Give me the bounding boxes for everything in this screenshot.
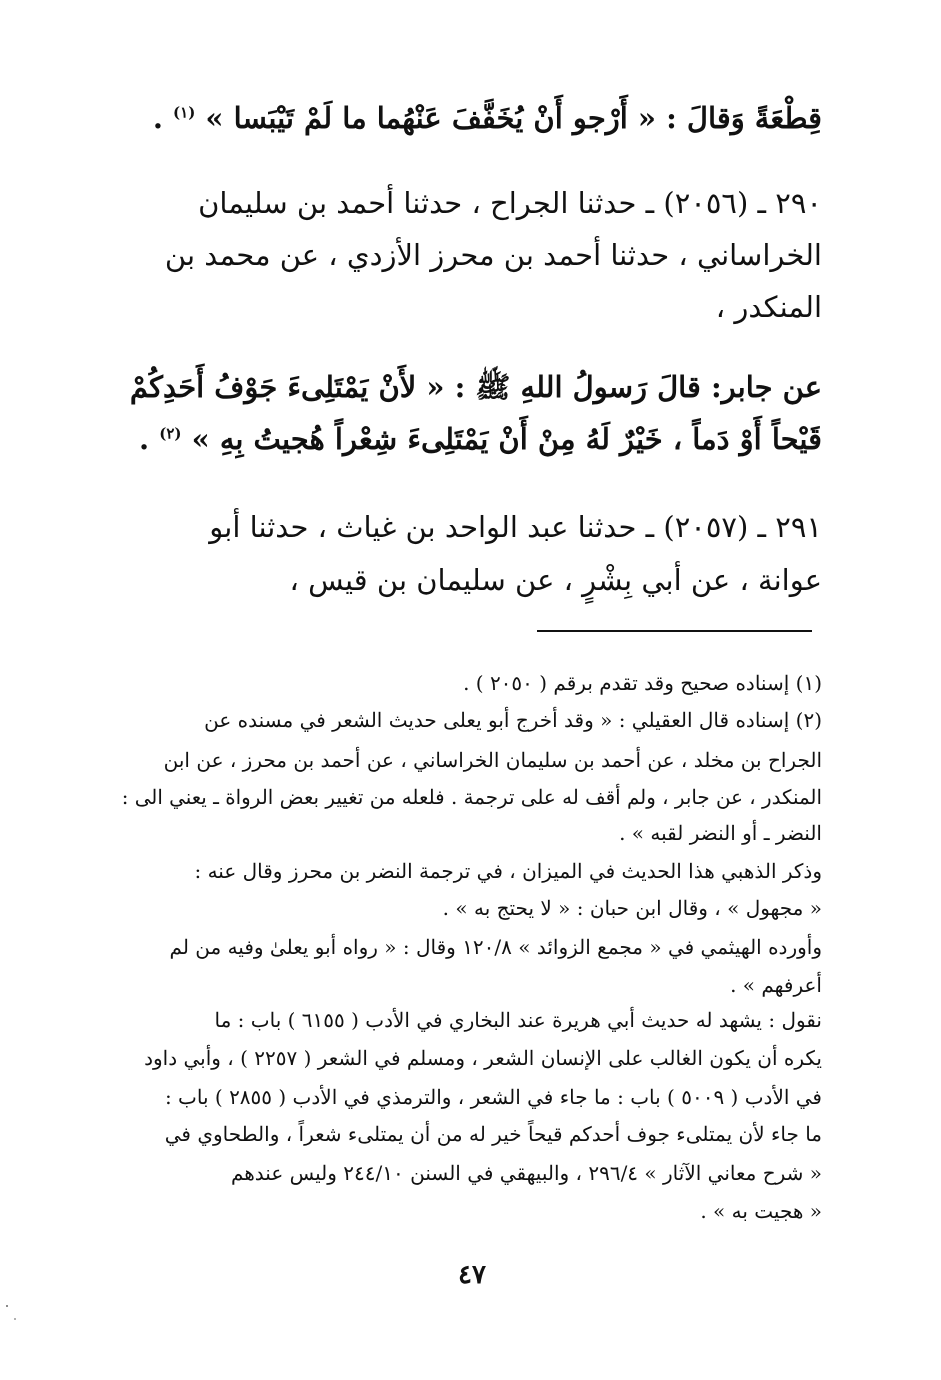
naqul-line-3	[122, 1082, 822, 1112]
naqul-text-1: نقول : يشهد له حديث أبي هريرة عند البخاري في الأدب ( ٦١٥٥ ) باب : ما	[214, 1008, 822, 1032]
book-page	[122, 0, 822, 1380]
hadith-290-line-2	[122, 235, 822, 275]
footnote-separator	[537, 630, 812, 632]
jabir-end: .	[139, 422, 160, 456]
naqul-text-4: ما جاء لأن يمتلىء جوف أحدكم قيحاً خير له من أن يمتلىء شعراً ، والطحاوي في	[164, 1122, 822, 1146]
hadith-290-text-1: ٢٩٠ ـ (٢٠٥٦) ـ حدثنا الجراح ، حدثنا أحمد بن سليمان	[198, 186, 822, 220]
footnote-ref-1: (١)	[173, 103, 196, 122]
footnote-2-text-2: الجراح بن مخلد ، عن أحمد بن سليمان الخراساني ، عن أحمد بن محرز ، عن ابن	[163, 748, 822, 772]
hadith-291-line-1	[122, 507, 822, 547]
dhahabi-line-1	[122, 856, 822, 886]
naqul-text-3: في الأدب ( ٥٠٠٩ ) باب : ما جاء في الشعر ، والترمذي في الأدب ( ٢٨٥٥ ) باب :	[164, 1085, 822, 1109]
footnote-ref-2: (٢)	[159, 424, 182, 443]
naqul-line-5	[122, 1158, 822, 1188]
dhahabi-text-1: وذكر الذهبي هذا الحديث في الميزان ، في ترجمة النضر بن محرز وقال عنه :	[194, 859, 822, 883]
hadith-291-text-2: عوانة ، عن أبي بِشْرٍ ، عن سليمان بن قيس ،	[289, 563, 822, 597]
continuation-end: .	[152, 101, 174, 135]
naqul-text-6: « هجيت به » .	[700, 1199, 822, 1223]
footnote-2-line-2	[122, 745, 822, 775]
jabir-line-1	[122, 367, 822, 407]
jabir-text-2: قَيْحاً أَوْ دَماً ، خَيْرٌ لَهُ مِنْ أَنْ يَمْتَلِىءَ شِعْراً هُجيتُ بِهِ »	[191, 422, 822, 456]
naqul-line-4	[122, 1119, 822, 1149]
haythami-text-2: أعرفهم » .	[730, 973, 822, 997]
hadith-290-line-1	[122, 183, 822, 223]
naqul-line-2	[122, 1043, 822, 1073]
hadith-290-line-3	[122, 287, 822, 327]
naqul-line-6	[122, 1196, 822, 1226]
scan-speck	[14, 1318, 16, 1320]
naqul-line-1	[122, 1005, 822, 1035]
jabir-text-1: عن جابر: قالَ رَسولُ اللهِ ﷺ : « لأَنْ يَمْتَلِىءَ جَوْفُ أَحَدِكُمْ	[129, 370, 822, 404]
scan-speck	[6, 1305, 8, 1307]
footnote-2-line-4	[122, 818, 822, 848]
dhahabi-text-2: « مجهول » ، وقال ابن حبان : « لا يحتج به » .	[442, 896, 822, 920]
page-number: ٤٧	[458, 1260, 486, 1290]
continuation-text: قِطْعَةً وَقالَ : « أَرْجو أَنْ يُخَفَّفَ عَنْهُما ما لَمْ تَيْبَسا »	[205, 101, 822, 135]
hadith-290-text-3: المنكدر ،	[715, 290, 822, 324]
haythami-text-1: وأورده الهيثمي في « مجمع الزوائد » ١٢٠/٨ وقال : « رواه أبو يعلىٰ وفيه من لم	[169, 935, 822, 959]
footnote-2-line-1	[122, 705, 822, 735]
footnote-2-text-1: (٢) إسناده قال العقيلي : « وقد أخرج أبو يعلى حديث الشعر في مسنده عن	[204, 708, 822, 732]
footnote-1-text: (١) إسناده صحيح وقد تقدم برقم ( ٢٠٥٠ ) .	[463, 671, 822, 695]
hadith-290-text-2: الخراساني ، حدثنا أحمد بن محرز الأزدي ، عن محمد بن	[164, 238, 822, 272]
footnote-2-text-3: المنكدر ، عن جابر ، ولم أقف له على ترجمة . فلعله من تغيير بعض الرواة ـ يعني الى :	[121, 785, 822, 809]
naqul-text-2: يكره أن يكون الغالب على الإنسان الشعر ، ومسلم في الشعر ( ٢٢٥٧ ) ، وأبي داود	[144, 1046, 822, 1070]
jabir-line-2	[122, 419, 822, 459]
haythami-line-1	[122, 932, 822, 962]
footnote-2-line-3	[121, 782, 822, 812]
continuation-line	[122, 98, 822, 138]
naqul-text-5: « شرح معاني الآثار » ٢٩٦/٤ ، والبيهقي في السنن ٢٤٤/١٠ وليس عندهم	[230, 1161, 822, 1185]
footnote-2-text-4: النضر ـ أو النضر لقبه » .	[619, 821, 822, 845]
dhahabi-line-2	[122, 893, 822, 923]
hadith-291-line-2	[122, 560, 822, 600]
footnote-1	[122, 668, 822, 698]
haythami-line-2	[122, 970, 822, 1000]
hadith-291-text-1: ٢٩١ ـ (٢٠٥٧) ـ حدثنا عبد الواحد بن غياث ، حدثنا أبو	[209, 510, 822, 544]
